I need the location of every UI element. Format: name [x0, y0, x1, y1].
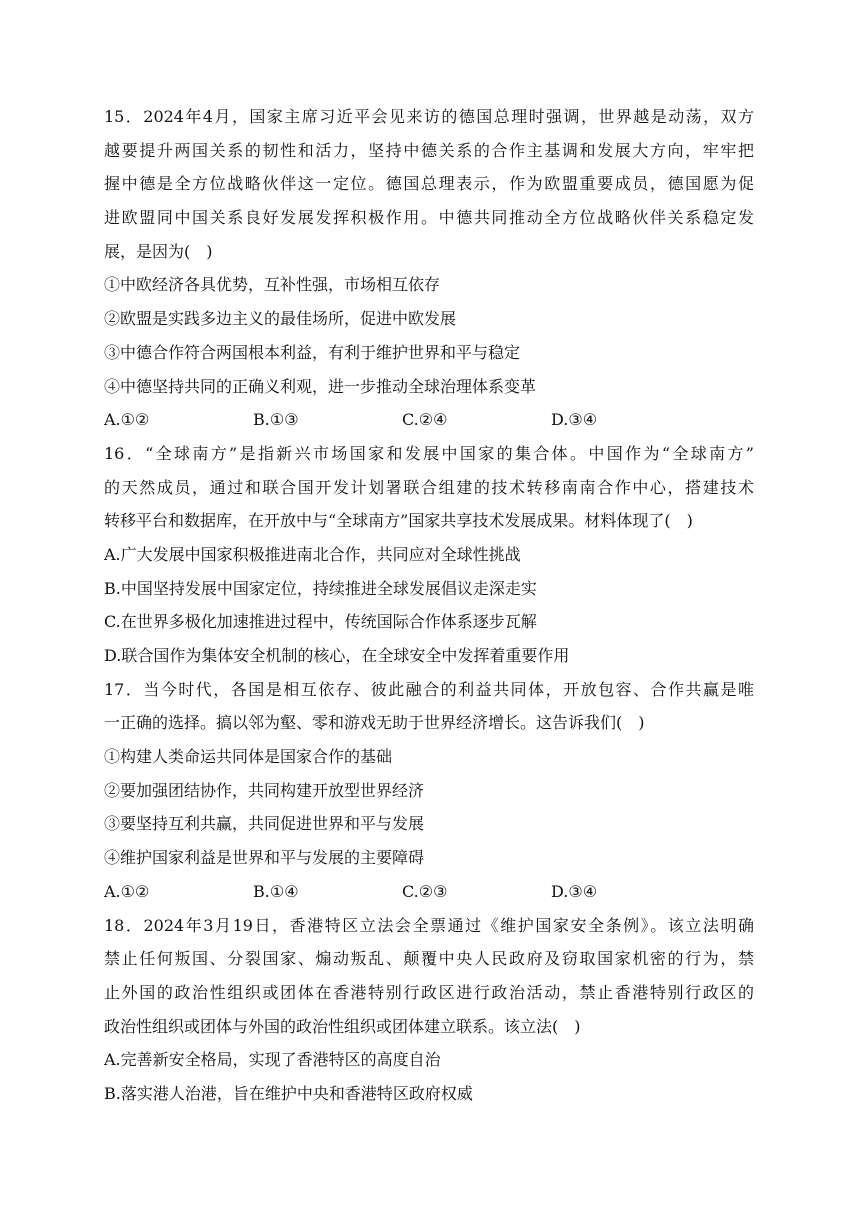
option-a: A.广大发展中国家积极推进南北合作，共同应对全球性挑战	[104, 544, 521, 564]
question-stem-line: 17．当今时代，各国是相互依存、彼此融合的利益共同体，开放包容、合作共赢是唯	[104, 679, 754, 699]
question-stem-line: 一正确的选择。搞以邻为壑、零和游戏无助于世界经济增长。这告诉我们( )	[104, 713, 645, 733]
option-c: C.在世界多极化加速推进过程中，传统国际合作体系逐步瓦解	[104, 612, 537, 632]
statement-4: ④维护国家利益是世界和平与发展的主要障碍	[104, 848, 425, 868]
question-18	[104, 909, 754, 1111]
statement-4: ④中德坚持共同的正确义利观，进一步推动全球治理体系变革	[104, 376, 537, 396]
option-a: A.①②	[104, 410, 150, 430]
option-a: A.完善新安全格局，实现了香港特区的高度自治	[104, 1050, 441, 1070]
question-list	[104, 100, 754, 1111]
option-b: B.落实港人治港，旨在维护中央和香港特区政府权威	[104, 1083, 473, 1103]
statement-2: ②要加强团结协作，共同构建开放型世界经济	[104, 780, 425, 800]
question-stem-line: 18．2024年3月19日，香港特区立法会全票通过《维护国家安全条例》。该立法明确	[104, 915, 754, 935]
option-c: C.②③	[402, 881, 448, 901]
question-stem-line: 握中德是全方位战略伙伴这一定位。德国总理表示，作为欧盟重要成员，德国愿为促	[104, 174, 754, 194]
question-stem-line: 止外国的政治性组织或团体在香港特别行政区进行政治活动，禁止香港特别行政区的	[104, 982, 754, 1002]
statement-1: ①中欧经济各具优势，互补性强，市场相互依存	[104, 275, 441, 295]
option-a: A.①②	[104, 881, 150, 901]
answer-options	[104, 875, 754, 909]
option-c: C.②④	[402, 410, 448, 430]
option-d: D.③④	[551, 410, 598, 430]
option-d: D.联合国作为集体安全机制的核心，在全球安全中发挥着重要作用	[104, 646, 570, 665]
question-17	[104, 673, 754, 909]
question-stem-line: 的天然成员，通过和联合国开发计划署联合组建的技术转移南南合作中心，搭建技术	[104, 477, 754, 497]
question-stem-line: 15．2024年4月，国家主席习近平会见来访的德国总理时强调，世界越是动荡，双方	[104, 107, 754, 126]
statement-3: ③要坚持互利共赢，共同促进世界和平与发展	[104, 814, 425, 834]
question-15	[104, 100, 754, 437]
question-stem-line: 禁止任何叛国、分裂国家、煽动叛乱、颠覆中央人民政府及窃取国家机密的行为，禁	[104, 949, 754, 969]
statement-3: ③中德合作符合两国根本利益，有利于维护世界和平与稳定	[104, 342, 521, 362]
option-d: D.③④	[551, 881, 598, 901]
option-b: B.①③	[253, 410, 299, 430]
answer-options	[104, 403, 754, 437]
statement-2: ②欧盟是实践多边主义的最佳场所，促进中欧发展	[104, 309, 457, 329]
question-stem-line: 转移平台和数据库，在开放中与“全球南方”国家共享技术发展成果。材料体现了( )	[104, 511, 693, 531]
option-b: B.中国坚持发展中国家定位，持续推进全球发展倡议走深走实	[104, 578, 537, 598]
option-b: B.①④	[253, 881, 299, 901]
question-16	[104, 437, 754, 673]
statement-1: ①构建人类命运共同体是国家合作的基础	[104, 747, 393, 767]
question-stem-line: 进欧盟同中国关系良好发展发挥积极作用。中德共同推动全方位战略伙伴关系稳定发	[104, 208, 754, 228]
question-stem-line: 展，是因为( )	[104, 241, 213, 261]
question-stem-line: 16．“全球南方”是指新兴市场国家和发展中国家的集合体。中国作为“全球南方”	[104, 443, 754, 463]
question-stem-line: 越要提升两国关系的韧性和活力，坚持中德关系的合作主基调和发展大方向，牢牢把	[104, 140, 754, 160]
question-stem-line: 政治性组织或团体与外国的政治性组织或团体建立联系。该立法( )	[104, 1016, 581, 1036]
